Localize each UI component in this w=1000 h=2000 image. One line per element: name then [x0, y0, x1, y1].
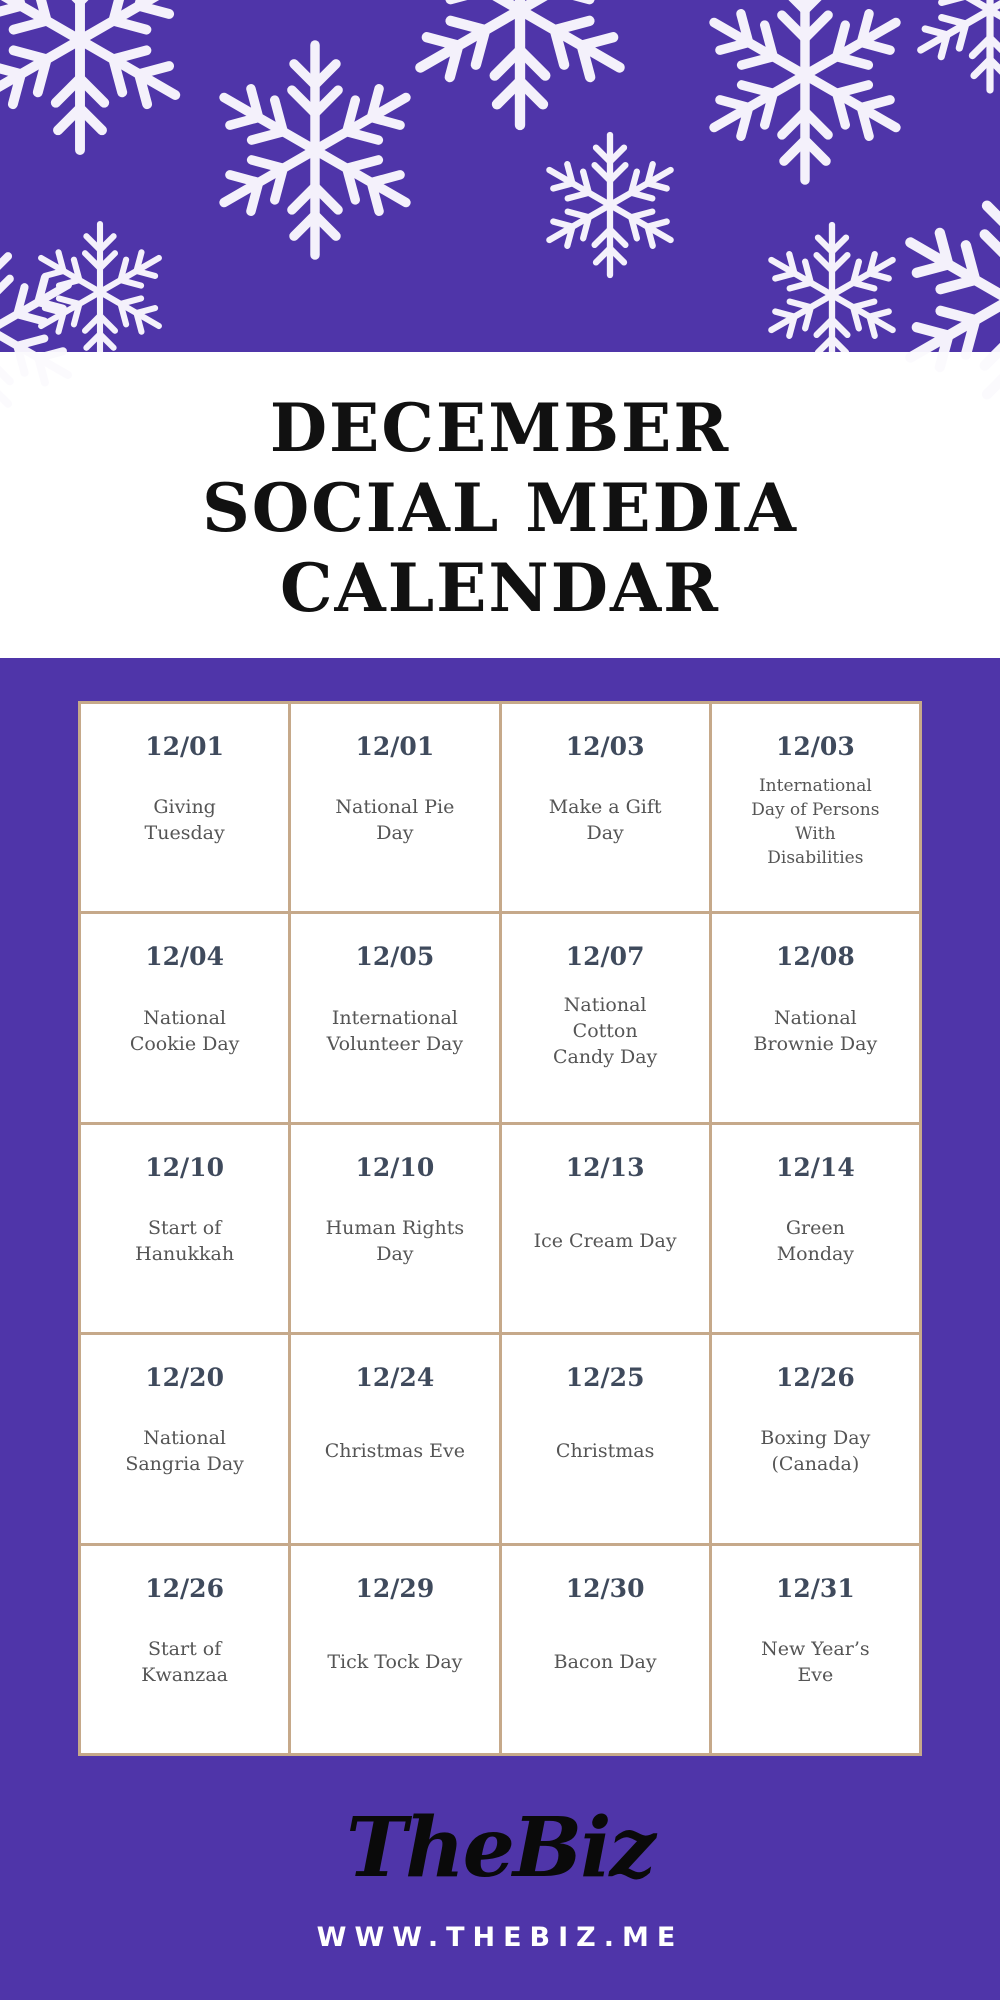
- page-title: [0, 388, 1000, 628]
- calendar-event-label: National Brownie Day: [753, 1006, 878, 1055]
- calendar-cell: [712, 1335, 919, 1542]
- calendar-date: 12/07: [565, 942, 645, 972]
- snowflake-icon: [0, 0, 187, 150]
- calendar-date: 12/29: [355, 1573, 435, 1603]
- title-line: DECEMBER: [269, 389, 731, 467]
- calendar-event-label: Bacon Day: [553, 1650, 657, 1673]
- calendar-event-label: Human Rights Day: [325, 1216, 465, 1265]
- calendar-date: 12/03: [776, 732, 855, 761]
- calendar-cell: [291, 704, 498, 911]
- snowflake-icon: [542, 135, 679, 275]
- calendar-cell: [81, 1125, 288, 1332]
- calendar-event-label: Green Monday: [776, 1216, 855, 1265]
- calendar-event-label: National Pie Day: [335, 796, 455, 845]
- calendar-date: 12/01: [355, 732, 435, 761]
- website-url: WWW.THEBIZ.ME: [316, 1922, 684, 1953]
- calendar-cell: [81, 704, 288, 911]
- snowflake-icon: [764, 225, 901, 365]
- calendar-date: 12/04: [145, 942, 224, 972]
- calendar-date: 12/10: [145, 1152, 224, 1182]
- calendar-date: 12/30: [565, 1573, 645, 1603]
- calendar-cell: [291, 914, 498, 1121]
- brand-logo: TheBiz: [346, 1800, 654, 1896]
- calendar-event-label: New Year’s Eve: [761, 1637, 870, 1686]
- calendar-cell: [81, 1546, 288, 1753]
- calendar-date: 12/10: [355, 1152, 435, 1182]
- calendar-cell: [502, 1546, 709, 1753]
- calendar-event-label: Make a Gift Day: [548, 796, 662, 845]
- calendar-cell: [291, 1125, 498, 1332]
- calendar-date: 12/03: [565, 732, 645, 761]
- calendar-date: 12/25: [565, 1363, 645, 1393]
- calendar-cell: [712, 1546, 919, 1753]
- calendar-event-label: International Volunteer Day: [326, 1006, 464, 1055]
- title-line: CALENDAR: [279, 549, 721, 627]
- snowflake-icon: [912, 0, 1000, 90]
- calendar-grid: [78, 701, 922, 1756]
- title-line: SOCIAL MEDIA: [202, 469, 798, 547]
- calendar-date: 12/01: [145, 732, 224, 761]
- calendar-event-label: Tick Tock Day: [327, 1650, 463, 1673]
- snowflake-icon: [213, 45, 418, 255]
- snowflake-icon: [408, 0, 632, 125]
- calendar-cell: [712, 1125, 919, 1332]
- calendar-date: 12/20: [145, 1363, 224, 1393]
- calendar-date: 12/08: [776, 942, 855, 972]
- calendar-cell: [81, 1335, 288, 1542]
- calendar-event-label: Boxing Day (Canada): [760, 1427, 871, 1476]
- calendar-date: 12/24: [355, 1363, 435, 1393]
- calendar-cell: [502, 914, 709, 1121]
- calendar-date: 12/26: [776, 1363, 855, 1393]
- calendar-date: 12/14: [776, 1152, 855, 1182]
- calendar-event-label: National Cookie Day: [129, 1006, 240, 1055]
- calendar-cell: [291, 1335, 498, 1542]
- calendar-event-label: Ice Cream Day: [533, 1229, 677, 1252]
- calendar-date: 12/31: [776, 1573, 855, 1603]
- calendar-date: 12/26: [145, 1573, 224, 1603]
- calendar-event-label: Christmas: [555, 1440, 655, 1463]
- calendar-event-label: National Cotton Candy Day: [552, 993, 658, 1068]
- calendar-cell: [712, 704, 919, 911]
- calendar-event-label: Christmas Eve: [324, 1440, 466, 1463]
- calendar-cell: [712, 914, 919, 1121]
- snowflake-icon: [703, 0, 908, 180]
- calendar-event-label: National Sangria Day: [125, 1427, 244, 1476]
- calendar-cell: [81, 914, 288, 1121]
- calendar-cell: [502, 1125, 709, 1332]
- calendar-date: 12/13: [565, 1152, 645, 1182]
- calendar-date: 12/05: [355, 942, 435, 972]
- calendar-cell: [502, 704, 709, 911]
- calendar-event-label: Start of Hanukkah: [135, 1216, 235, 1265]
- calendar-event-label: Giving Tuesday: [144, 796, 225, 845]
- calendar-event-label: Start of Kwanzaa: [141, 1637, 228, 1686]
- calendar-cell: [502, 1335, 709, 1542]
- calendar-cell: [291, 1546, 498, 1753]
- calendar-event-label: International Day of Persons With Disabilities: [751, 776, 880, 869]
